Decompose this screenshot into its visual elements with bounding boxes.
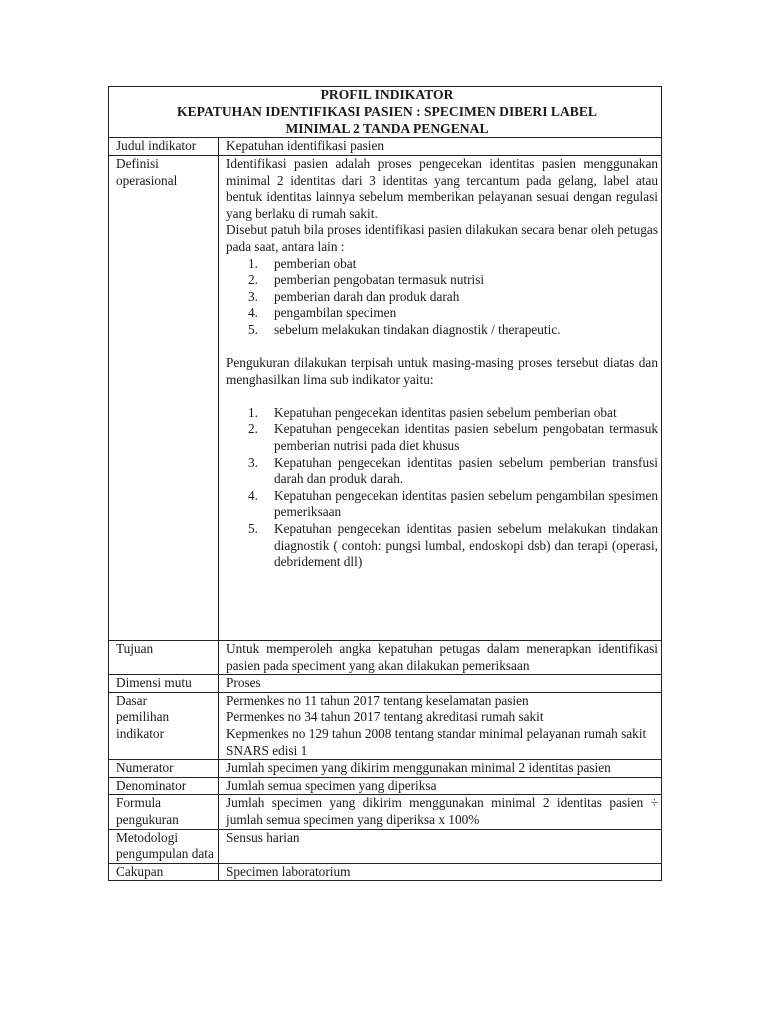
row-dasar-pemilihan — [109, 692, 662, 759]
row-label: Cakupan — [109, 863, 219, 881]
row-value: Specimen laboratorium — [219, 863, 662, 881]
title-line-1: PROFIL INDIKATOR — [320, 87, 454, 102]
process-list — [226, 256, 658, 339]
row-judul-indikator — [109, 138, 662, 156]
definition-paragraph: Identifikasi pasien adalah proses pengecekan identitas pasien menggunakan minimal 2 identitas dari 3 identitas yang tercantum pada gelang, label atau bentuk identitas lainnya sebelum memberikan pelayanan sesuai dengan regulasi yang berlaku di rumah sakit. — [226, 155, 658, 221]
row-value — [219, 692, 662, 759]
row-denominator — [109, 777, 662, 795]
row-value: Untuk memperoleh angka kepatuhan petugas dalam menerapkan identifikasi pasien pada speciment yang akan dilakukan pemeriksaan — [219, 640, 662, 674]
row-value: Jumlah semua specimen yang diperiksa — [219, 777, 662, 795]
row-label: Dasar pemilihan indikator — [109, 692, 219, 759]
row-label: Dimensi mutu — [109, 675, 219, 693]
row-value: Kepatuhan identifikasi pasien — [219, 138, 662, 156]
list-item: 2. pemberian pengobatan termasuk nutrisi — [248, 272, 485, 288]
row-label: Judul indikator — [109, 138, 219, 156]
list-item: 4. pengambilan specimen — [248, 305, 397, 321]
indicator-profile-table — [108, 86, 662, 881]
reference-line: Permenkes no 11 tahun 2017 tentang keselamatan pasien — [226, 692, 529, 708]
row-label: Numerator — [109, 760, 219, 778]
list-item: 3. pemberian darah dan produk darah — [248, 288, 460, 304]
measurement-paragraph: Pengukuran dilakukan terpisah untuk masing-masing proses tersebut diatas dan menghasilkan lima sub indikator yaitu: — [226, 355, 658, 387]
row-value: Sensus harian — [219, 829, 662, 863]
row-definisi-operasional — [109, 155, 662, 640]
row-cakupan — [109, 863, 662, 881]
list-item: 5. Kepatuhan pengecekan identitas pasien sebelum melakukan tindakan diagnostik ( contoh: pungsi lumbal, endoskopi dsb) dan terapi (operasi, debridement dll) — [248, 521, 658, 570]
row-formula — [109, 795, 662, 829]
row-label: Definisi operasional — [109, 155, 219, 640]
title-line-3: MINIMAL 2 TANDA PENGENAL — [285, 120, 489, 136]
list-item: 4. Kepatuhan pengecekan identitas pasien sebelum pengambilan spesimen pemeriksaan — [248, 487, 658, 520]
list-item: 5. sebelum melakukan tindakan diagnostik / therapeutic. — [248, 321, 561, 337]
list-item: 1. Kepatuhan pengecekan identitas pasien sebelum pemberian obat — [248, 404, 617, 420]
reference-line: Kepmenkes no 129 tahun 2008 tentang standar minimal pelayanan rumah sakit — [226, 725, 647, 741]
title-line-2: KEPATUHAN IDENTIFIKASI PASIEN : SPECIMEN DIBERI LABEL — [177, 103, 597, 119]
reference-line: SNARS edisi 1 — [226, 742, 308, 758]
compliance-paragraph: Disebut patuh bila proses identifikasi pasien dilakukan secara benar oleh petugas pada saat, antara lain : — [226, 222, 658, 254]
title-row — [109, 87, 662, 138]
document-title — [109, 87, 662, 138]
row-label: Denominator — [109, 777, 219, 795]
list-item: 1. pemberian obat — [248, 255, 357, 271]
list-item: 3. Kepatuhan pengecekan identitas pasien sebelum pemberian transfusi darah dan produk darah. — [248, 454, 658, 487]
row-value — [219, 155, 662, 640]
sub-indicator-list — [226, 405, 658, 571]
row-dimensi-mutu — [109, 675, 662, 693]
row-label: Metodologi pengumpulan data — [109, 829, 219, 863]
list-item: 2. Kepatuhan pengecekan identitas pasien sebelum pengobatan termasuk pemberian nutrisi pada diet khusus — [248, 421, 658, 454]
row-label: Tujuan — [109, 640, 219, 674]
reference-line: Permenkes no 34 tahun 2017 tentang akreditasi rumah sakit — [226, 709, 544, 725]
row-numerator — [109, 760, 662, 778]
row-label: Formula pengukuran — [109, 795, 219, 829]
row-value: Jumlah specimen yang dikirim menggunakan minimal 2 identitas pasien — [219, 760, 662, 778]
row-value: Jumlah specimen yang dikirim menggunakan minimal 2 identitas pasien ÷ jumlah semua specimen yang diperiksa x 100% — [219, 795, 662, 829]
row-metodologi — [109, 829, 662, 863]
row-tujuan — [109, 640, 662, 674]
row-value: Proses — [219, 675, 662, 693]
